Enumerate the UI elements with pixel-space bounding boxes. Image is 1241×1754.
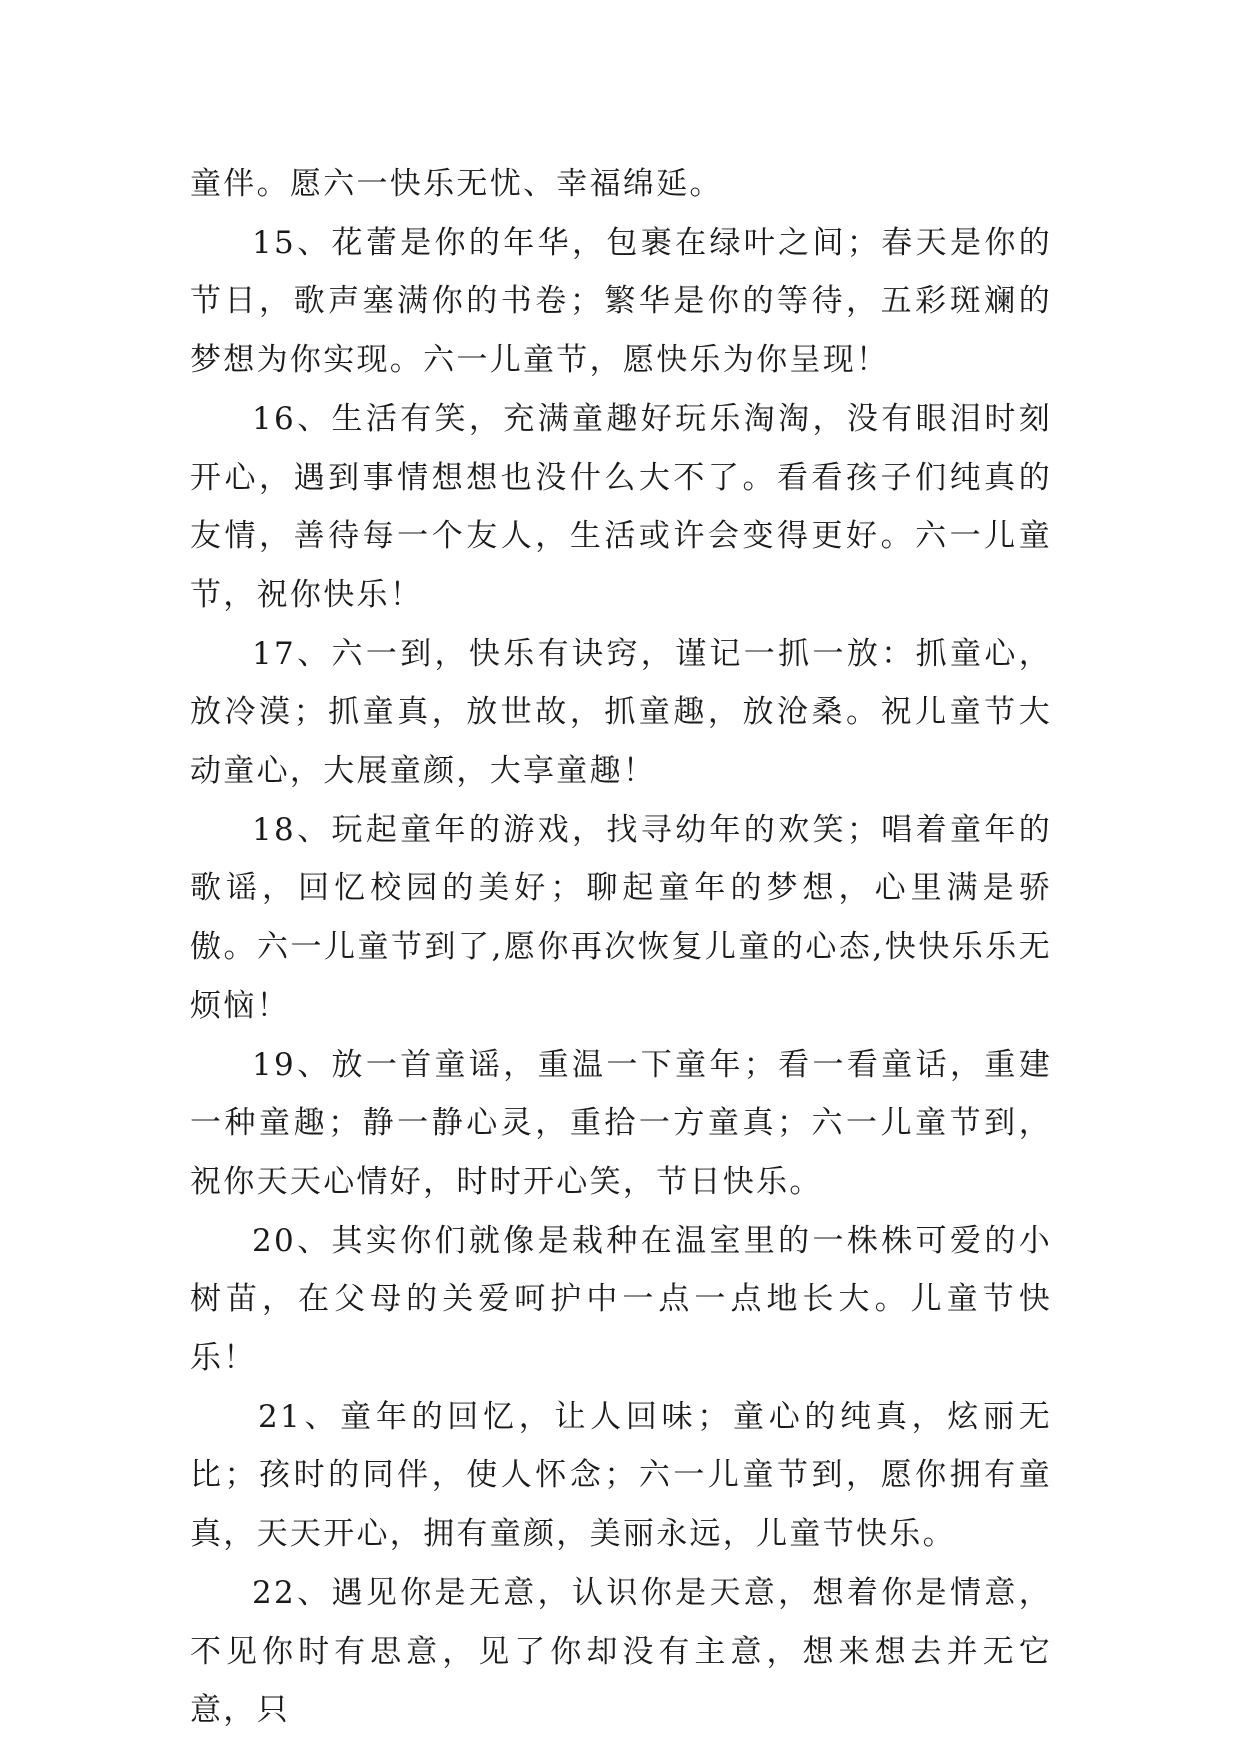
paragraph-22: 22、遇见你是无意，认识你是天意，想着你是情意，不见你时有思意，见了你却没有主意，想来想去并无它意，只 bbox=[190, 1574, 1052, 1729]
paragraph-18: 18、玩起童年的游戏，找寻幼年的欢笑；唱着童年的歌谣，回忆校园的美好；聊起童年的梦想，心里满是骄傲。六一儿童节到了,愿你再次恢复儿童的心态,快快乐乐无烦恼！ bbox=[190, 811, 1052, 1024]
paragraph-continuation: 童伴。愿六一快乐无忧、幸福绵延。 bbox=[190, 166, 723, 202]
paragraph-19: 19、放一首童谣，重温一下童年；看一看童话，重建一种童趣；静一静心灵，重拾一方童真；六一儿童节到，祝你天天心情好，时时开心笑，节日快乐。 bbox=[190, 1046, 1052, 1200]
paragraph-17: 17、六一到，快乐有诀窍，谨记一抓一放：抓童心，放冷漠；抓童真，放世故，抓童趣，放沧桑。祝儿童节大动童心，大展童颜，大享童趣！ bbox=[190, 635, 1052, 790]
paragraph-20: 20、其实你们就像是栽种在温室里的一株株可爱的小树苗，在父母的关爱呵护中一点一点地长大。儿童节快乐！ bbox=[190, 1222, 1052, 1377]
paragraph-21: 21、童年的回忆，让人回味；童心的纯真，炫丽无比；孩时的同伴，使人怀念；六一儿童节到，愿你拥有童真，天天开心，拥有童颜，美丽永远，儿童节快乐。 bbox=[190, 1398, 1052, 1553]
document-body bbox=[190, 155, 1052, 1740]
paragraph-16: 16、生活有笑，充满童趣好玩乐淘淘，没有眼泪时刻开心，遇到事情想想也没什么大不了。看看孩子们纯真的友情，善待每一个友人，生活或许会变得更好。六一儿童节，祝你快乐！ bbox=[190, 400, 1052, 613]
paragraph-15: 15、花蕾是你的年华，包裹在绿叶之间；春天是你的节日，歌声塞满你的书卷；繁华是你的等待，五彩斑斓的梦想为你实现。六一儿童节，愿快乐为你呈现！ bbox=[190, 224, 1052, 379]
